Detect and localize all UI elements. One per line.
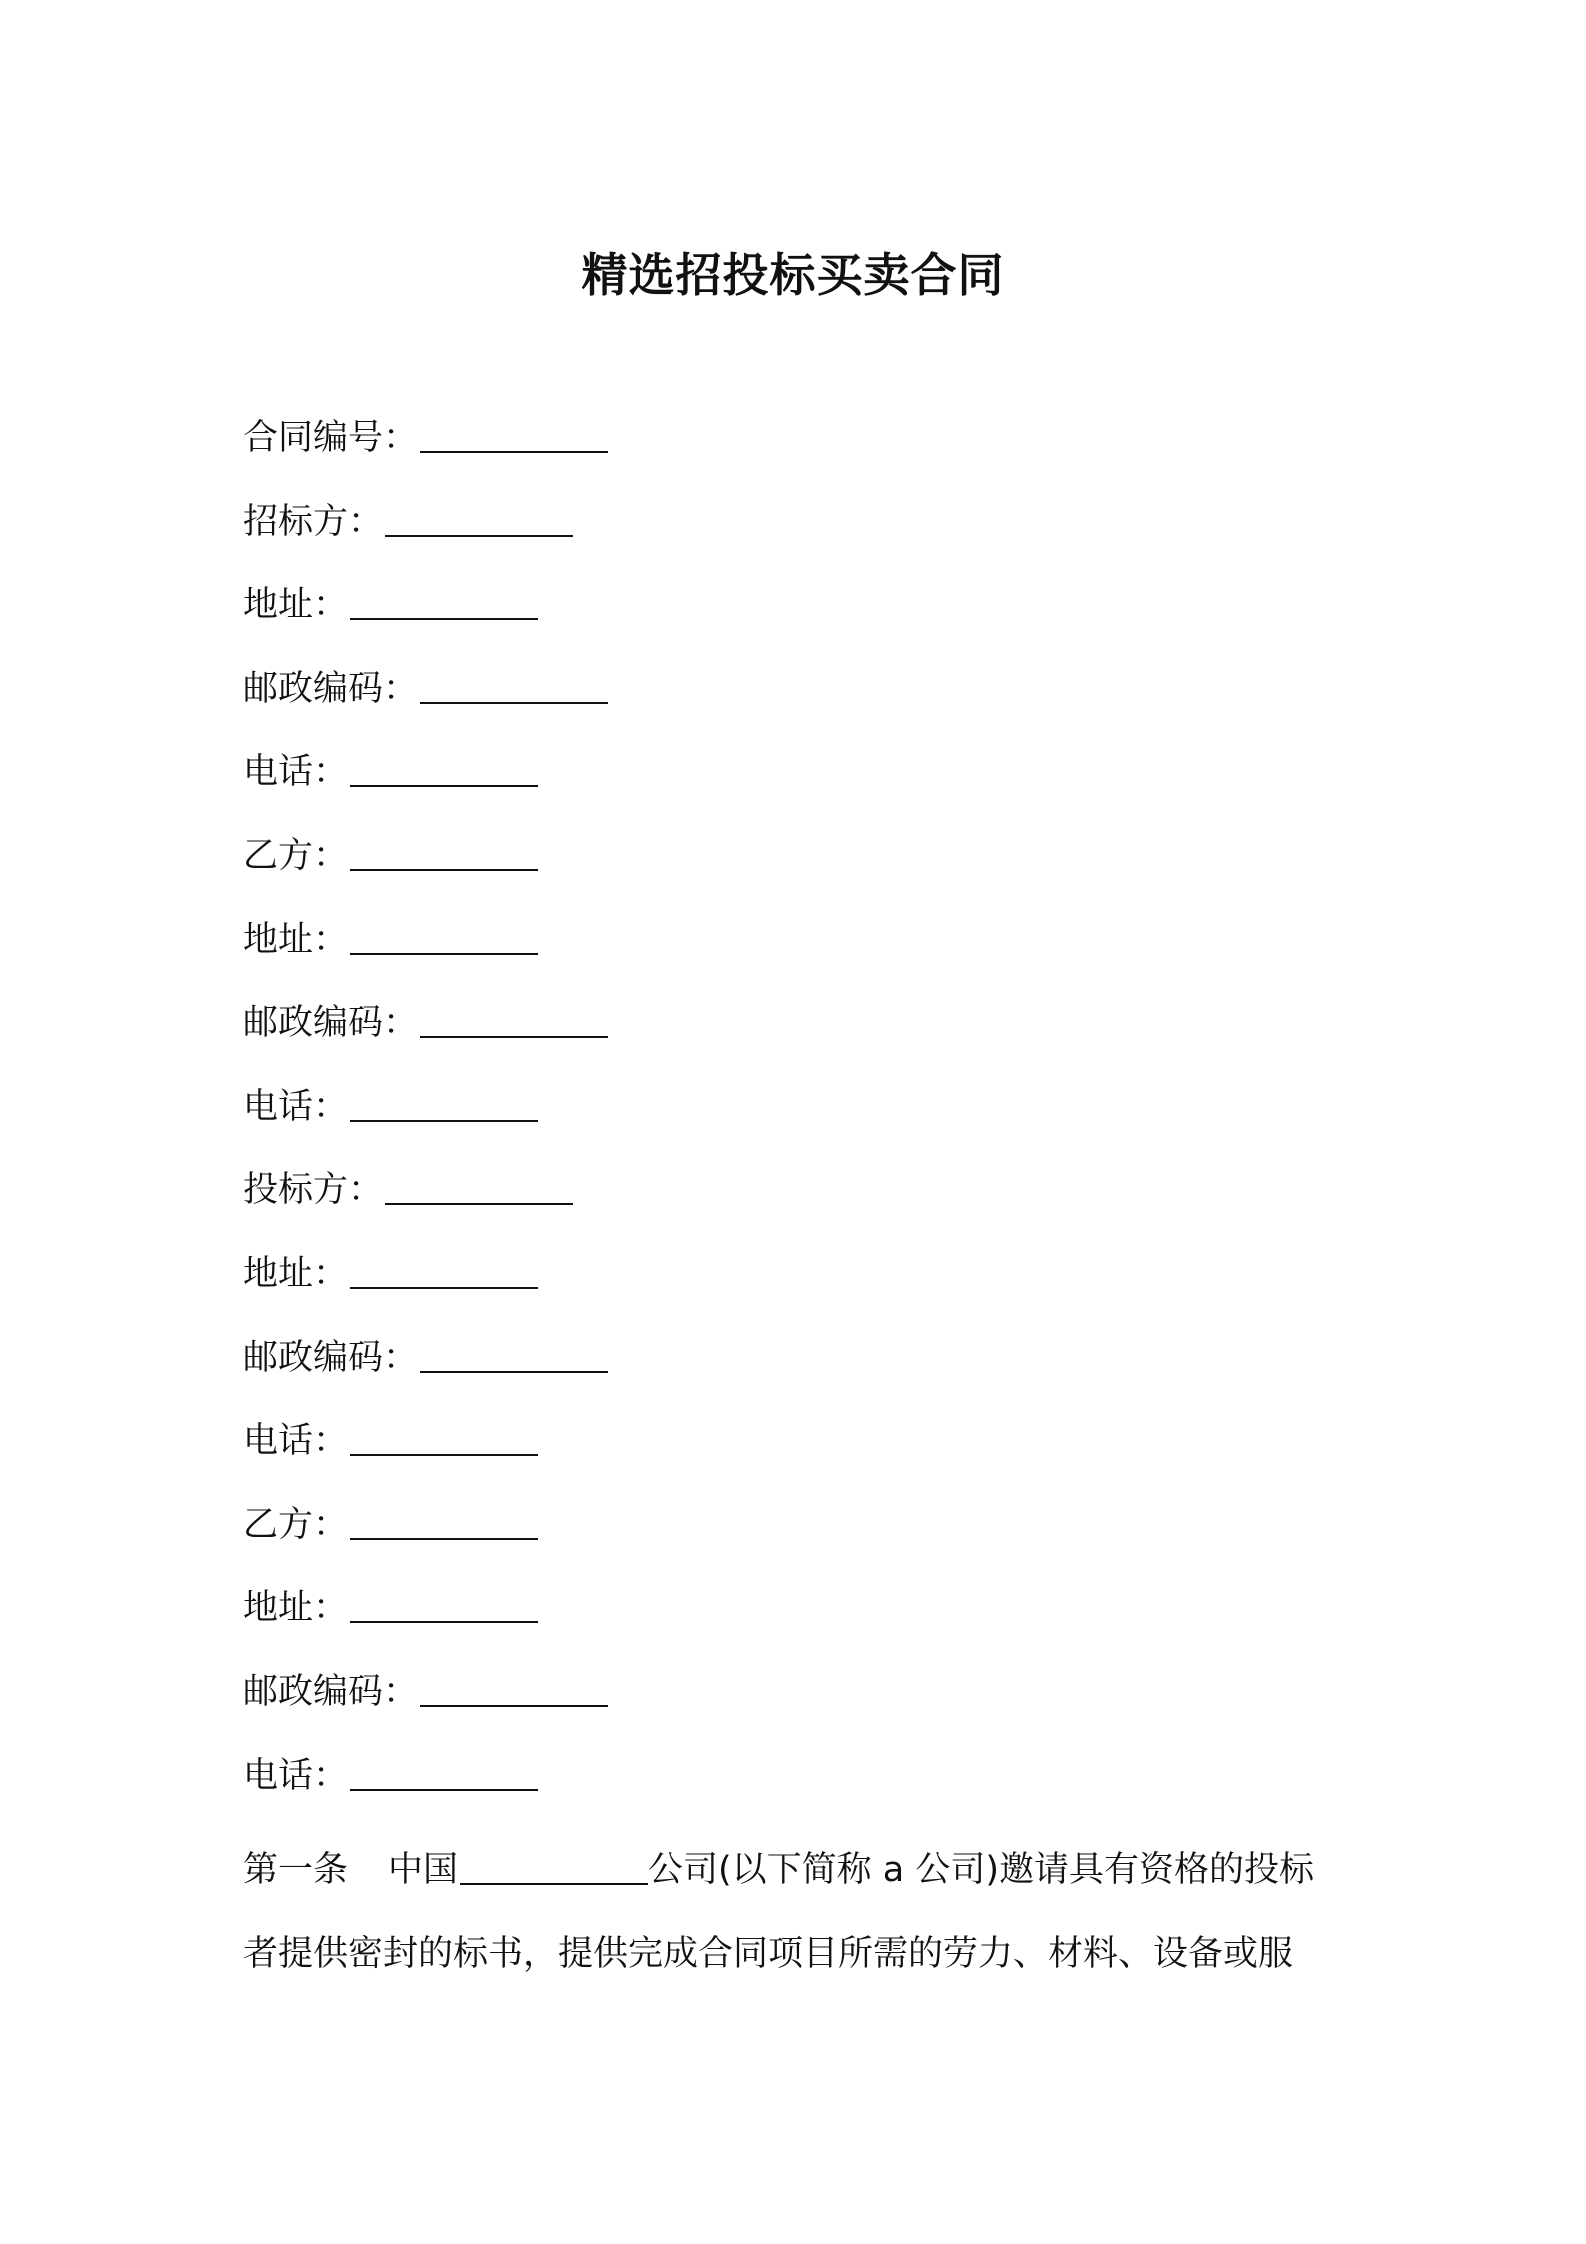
fill-in-blank [420, 1327, 608, 1373]
field-address [243, 574, 608, 658]
fill-in-blank [385, 1159, 573, 1205]
clause-1 [243, 1829, 1363, 1996]
field-label: 地址： [243, 585, 349, 626]
field-phone [243, 1410, 608, 1494]
field-label: 邮政编码： [243, 1337, 419, 1378]
field-label: 电话： [243, 1086, 349, 1127]
fill-in-blank [350, 909, 538, 955]
field-label: 地址： [243, 919, 349, 960]
field-label: 地址： [243, 1253, 349, 1294]
fill-in-blank [350, 741, 538, 787]
clause-text: 中国 [388, 1850, 459, 1890]
field-label: 投标方： [243, 1170, 384, 1211]
field-label: 合同编号： [243, 418, 419, 458]
field-postal-code [243, 1327, 608, 1411]
field-postal-code [243, 1661, 608, 1745]
field-label: 乙方： [243, 835, 349, 876]
field-label: 电话： [243, 1421, 349, 1462]
clause-1-line-2: 者提供密封的标书，提供完成合同项目所需的劳力、材料、设备或服 [243, 1933, 1294, 1974]
fill-in-blank [460, 1839, 648, 1885]
field-phone [243, 1745, 608, 1829]
field-address [243, 1243, 608, 1327]
field-contract-number [243, 407, 608, 491]
fill-in-blank [350, 1243, 538, 1289]
party-info-fields [243, 407, 608, 1828]
field-tenderer [243, 491, 608, 575]
fill-in-blank [420, 407, 608, 453]
fill-in-blank [350, 574, 538, 620]
clause-text: 公司(以下简称 a 公司)邀请具有资格的投标 [648, 1850, 1315, 1890]
fill-in-blank [350, 1745, 538, 1791]
field-label: 邮政编码： [243, 1003, 419, 1044]
field-label: 邮政编码： [243, 668, 419, 709]
field-postal-code [243, 992, 608, 1076]
field-label: 邮政编码： [243, 1671, 419, 1712]
field-label: 地址： [243, 1588, 349, 1629]
field-label: 招标方： [243, 501, 384, 542]
field-bidder [243, 1159, 608, 1243]
fill-in-blank [385, 491, 573, 537]
fill-in-blank [420, 1661, 608, 1707]
fill-in-blank [350, 1577, 538, 1623]
document-title: 精选招投标买卖合同 [581, 247, 1005, 302]
fill-in-blank [420, 658, 608, 704]
field-address [243, 909, 608, 993]
clause-heading: 第一条 [243, 1850, 349, 1890]
field-phone [243, 1076, 608, 1160]
fill-in-blank [420, 992, 608, 1038]
fill-in-blank [350, 1076, 538, 1122]
field-label: 电话： [243, 1755, 349, 1796]
field-address [243, 1577, 608, 1661]
clause-1-line-1 [243, 1829, 1363, 1913]
field-label: 乙方： [243, 1504, 349, 1545]
field-label: 电话： [243, 752, 349, 793]
fill-in-blank [350, 825, 538, 871]
fill-in-blank [350, 1410, 538, 1456]
field-party-b [243, 1494, 608, 1578]
field-phone [243, 741, 608, 825]
field-postal-code [243, 658, 608, 742]
field-party-b [243, 825, 608, 909]
fill-in-blank [350, 1494, 538, 1540]
